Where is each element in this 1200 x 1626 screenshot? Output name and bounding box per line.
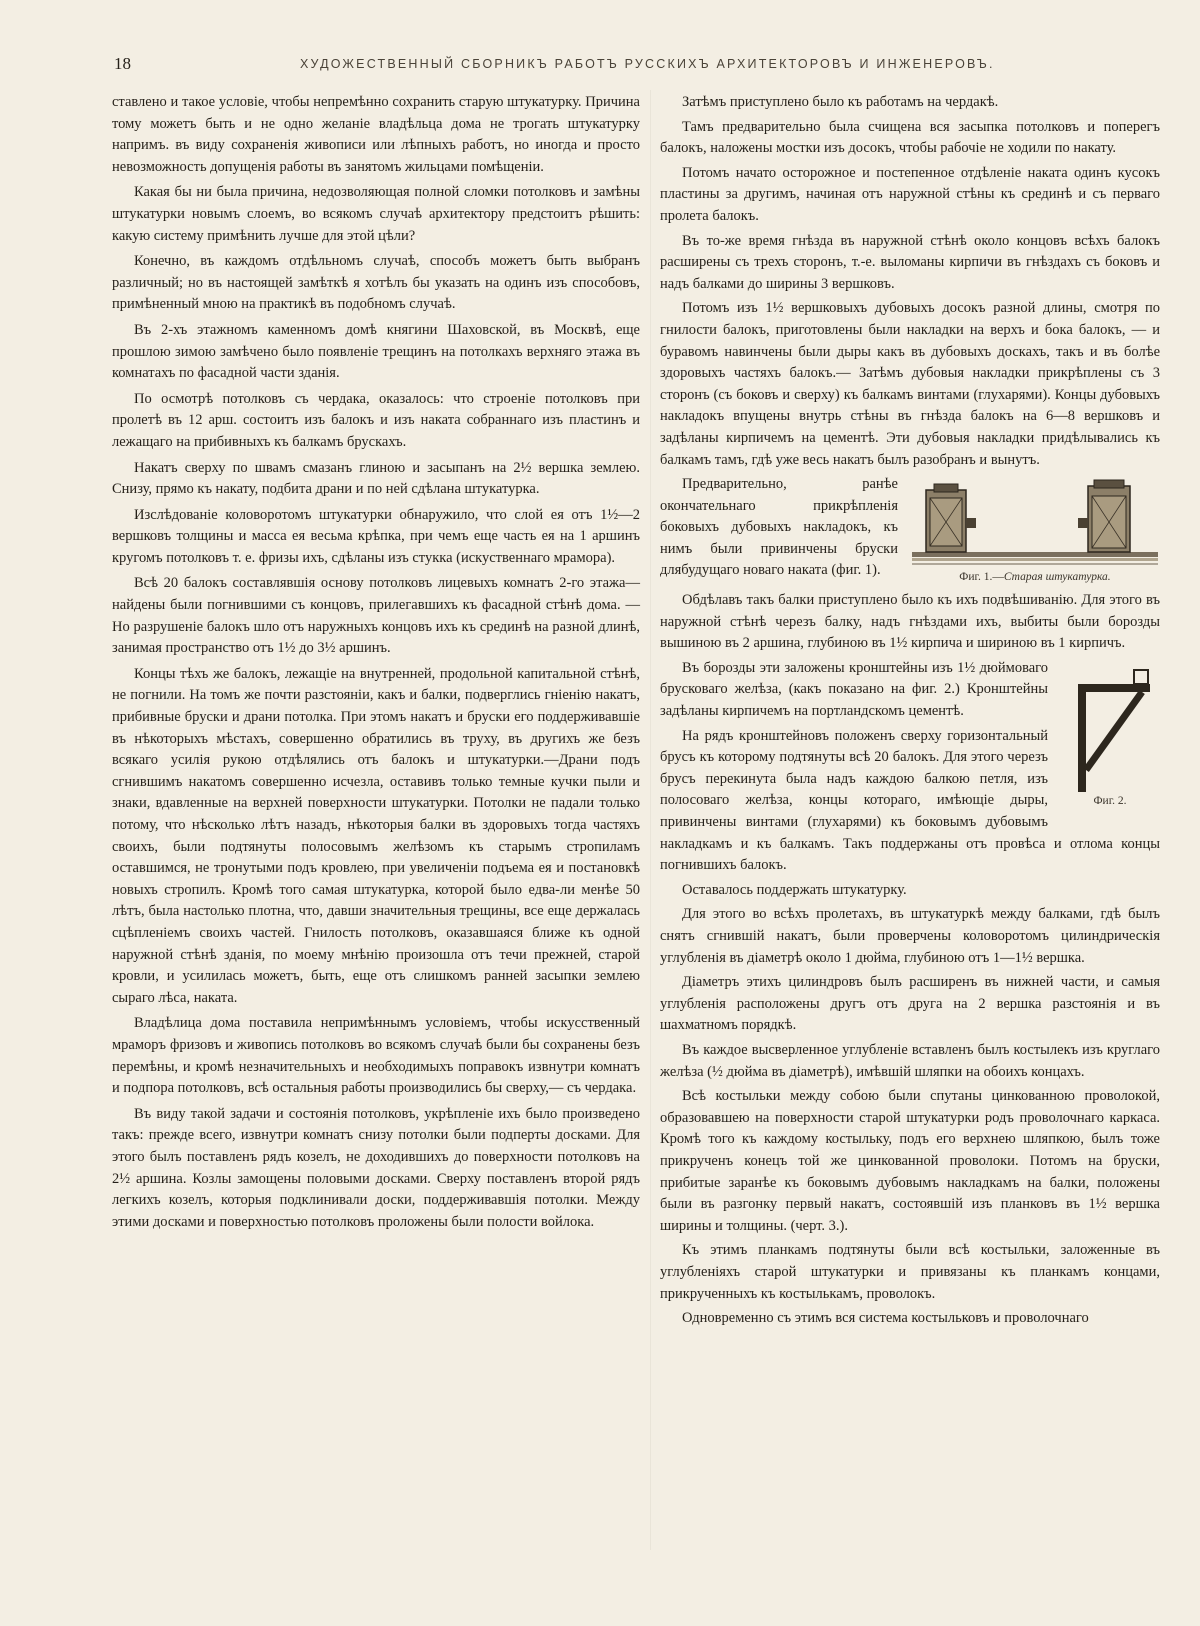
paragraph: Діаметръ этихъ цилиндровъ былъ расширенъ въ нижней части, и самыя углубленія расположены другъ отъ друга на 2 вершка разстоянія и въ шахматномъ порядкѣ. bbox=[660, 974, 1160, 1034]
left-column bbox=[112, 92, 640, 1237]
beam-section-left bbox=[926, 484, 976, 552]
figure-2-illustration bbox=[1060, 664, 1160, 794]
paragraph: Къ этимъ планкамъ подтянуты были всѣ костыльки, заложенные въ углубленіяхъ старой штукатурки и привязаны къ планкамъ концами, прикрученныхъ къ костылькамъ, проволокъ. bbox=[660, 1242, 1160, 1302]
paragraph: Затѣмъ приступлено было къ работамъ на чердакѣ. bbox=[682, 94, 999, 110]
paragraph: Одновременно съ этимъ вся система костыльковъ и проволочнаго bbox=[682, 1310, 1089, 1327]
paragraph: Тамъ предварительно была счищена вся засыпка потолковъ и поперегъ балокъ, наложены мостки изъ досокъ, чтобы рабочіе не ходили по накату. bbox=[660, 118, 1160, 157]
running-title: ХУДОЖЕСТВЕННЫЙ СБОРНИКЪ РАБОТЪ РУССКИХЪ АРХИТЕКТОРОВЪ И ИНЖЕНЕРОВЪ. bbox=[300, 57, 995, 71]
paragraph: ставлено и такое условіе, чтобы непремѣнно сохранить старую штукатурку. Причина тому можетъ быть и не одно желаніе владѣльца дома не трогать штукатурку напримъ. въ виду сохраненія живописи или лѣпныхъ работъ, но иногда и просто невозможность допущенія работы въ занятомъ жильцами помѣщеніи. bbox=[112, 94, 640, 175]
paragraph: Въ виду такой задачи и состоянія потолковъ, укрѣпленіе ихъ было произведено такъ: прежде всего, извнутри комнатъ снизу потолки были подперты досками. Для этого былъ поставленъ рядъ козелъ, не доходившихъ до поверхности потолковъ на 2½ аршина. Козлы замощены половыми досками. Сверху поставленъ второй рядъ легкихъ козелъ, которыя подклинивали доски, поддерживавшія потолки. Между этими досками и поверхностью потолковъ проложены были полости войлока. bbox=[112, 1105, 640, 1230]
figure-1-illustration bbox=[910, 478, 1160, 570]
paragraph: Изслѣдованіе коловоротомъ штукатурки обнаружило, что слой ея отъ 1½—2 вершковъ толщины и масса ея весьма крѣпка, при чемъ еще часть ея на 1 аршинъ кругомъ потолковъ т. е. фризы ихъ, сдѣланы изъ стукка (искуственнаго мрамора). bbox=[112, 506, 640, 566]
figure-1-caption-title: Старая штукатурка. bbox=[1003, 571, 1111, 584]
column-divider bbox=[650, 90, 651, 1550]
figure-2-caption: Фиг. 2. bbox=[1093, 794, 1127, 807]
paragraph: Въ борозды эти заложены кронштейны изъ 1½ дюймоваго брусковаго желѣза, (какъ показано на фиг. 2.) Кронштейны задѣланы кирпичемъ на портландскомъ цементѣ. bbox=[660, 659, 1048, 720]
paragraph: Концы тѣхъ же балокъ, лежащіе на внутренней, продольной капитальной стѣнѣ, не погнили. На томъ же почти разстояніи, какъ и балки, подверглись гніенію накатъ, прибивные бруски и драни потолка. При этомъ накатъ и бруски его поддерживавшіе въ нѣкоторыхъ мѣстахъ, совершенно обратились въ труху, въ другихъ же безъ всякаго усилія рукою отдѣлялись отъ балокъ и штукатурки.—Драни подъ сгнившимъ накатомъ совершенно исчезла, оставивъ только темные кучки пыли и знаки, вдавленные на верхней поверхности штукатурки. Потолки не падали только потому, что нѣсколько лѣтъ назадъ, нѣкоторыя балки въ здоровыхъ тогда частяхъ своихъ, были подтянуты полосовымъ желѣзомъ къ старымъ стропиламъ оставшимся, не тронутыми подъ кровлею, при увеличеніи подъема ея и постановкѣ новыхъ стропилъ. Кромѣ того самая штукатурка, которой было едва-ли менѣе 50 лѣтъ, была настолько плотна, что, давши значительныя трещины, все еще держалась сцѣпленіемъ своихъ частей. Гнилость потолковъ, оказавшаяся ближе къ одной наружной стѣнѣ зданія, по моему мнѣнію произошла отъ течи прежней, старой кровли, и усилилась можетъ, быть, еще отъ слишкомъ ранней засыпки землею сыраго лѣса, наката. bbox=[112, 665, 640, 1006]
figure-1 bbox=[910, 478, 1160, 584]
figure-1-caption bbox=[910, 570, 1160, 584]
figure-2 bbox=[1060, 664, 1160, 808]
paragraph: Обдѣлавъ такъ балки приступлено было къ ихъ подвѣшиванію. Для этого въ наружной стѣнѣ черезъ балку, надъ гнѣздами ихъ, выбиты были борозды вышиною въ 2 аршина, глубиною въ 1½ кирпича и шириною въ 1 кирпичъ. bbox=[660, 592, 1160, 652]
paragraph: Для этого во всѣхъ пролетахъ, въ штукатуркѣ между балками, гдѣ былъ снятъ сгнившій накатъ, были проверчены коловоротомъ цилиндрическія углубленія въ діаметрѣ около 1 дюйма, глубиною отъ 1—1½ вершка. bbox=[660, 906, 1160, 966]
paragraph: Всѣ 20 балокъ составлявшія основу потолковъ лицевыхъ комнатъ 2-го этажа—найдены были погнившими съ концовъ, прилегавшихъ къ фасадной стѣнѣ дома. — Но разрушеніе балокъ шло отъ наружныхъ концовъ ихъ къ срединѣ на разной длинѣ, занимая пространство отъ 1½ до 3½ аршинъ. bbox=[112, 575, 640, 657]
paragraph: Потомъ начато осторожное и постепенное отдѣленіе наката одинъ кусокъ пластины за другимъ, начиная отъ наружной стѣны къ срединѣ и съ перваго пролета балокъ. bbox=[660, 164, 1160, 224]
paragraph: Потомъ изъ 1½ вершковыхъ дубовыхъ досокъ разной длины, смотря по гнилости балокъ, приготовлены были накладки на верхъ и бока балокъ, — и буравомъ навинчены были дыры какъ въ дубовыхъ доскахъ, такъ и въ болѣе здоровыхъ частяхъ балокъ.— Затѣмъ дубовыя накладки прикрѣплены съ 3 сторонъ (съ боковъ и сверху) къ балкамъ винтами (глухарями). Концы дубовыхъ накладокъ впущены внутрь стѣны въ гнѣзда балокъ на 6—8 вершковъ и задѣланы кирпичемъ на цементѣ. Эти дубовыя накладки придѣлывались къ балкамъ тамъ, гдѣ уже весь накатъ былъ разобранъ и вынутъ. bbox=[660, 300, 1160, 468]
paragraph: Всѣ костыльки между собою были спутаны цинкованною проволокой, образовавшею на поверхности старой штукатурки родъ проволочнаго каркаса. Кромѣ того къ каждому костыльку, подъ его верхнею шляпкою, былъ тоже прикрученъ конецъ той же цинкованной проволоки. Потомъ на бруски, прибитые заранѣе къ боковымъ дубовымъ накладкамъ на балки, положены были въ разгонку первый накатъ, состоявшій изъ планковъ въ 1½ вершка ширины и толщины. (черт. 3.). bbox=[660, 1088, 1160, 1234]
figure-1-caption-prefix: Фиг. 1.— bbox=[959, 571, 1004, 584]
paragraph: На рядъ кронштейновъ положенъ сверху горизонтальный брусъ къ которому подтянуты всѣ 20 балокъ. Для этого черезъ брусъ перекинута была надъ каждою балкою петля, изъ полосоваго желѣза, концы котораго, имѣющіе дыры, привинчены винтами (глухарями) къ боковымъ дубовымъ накладкамъ и къ балкамъ. Такъ поддержаны отъ провѣса и отлома концы погнившихъ балокъ. bbox=[660, 727, 1160, 874]
paragraph: Оставалось поддержать штукатурку. bbox=[682, 881, 907, 898]
paragraph: Какая бы ни была причина, недозволяющая полной сломки потолковъ и замѣны штукатурки новымъ слоемъ, во всякомъ случаѣ архитектору предстоитъ рѣшить: какую систему примѣнить лучше для этой цѣли? bbox=[112, 184, 640, 244]
paragraph: Въ 2-хъ этажномъ каменномъ домѣ княгини Шаховской, въ Москвѣ, еще прошлою зимою замѣчено было появленіе трещинъ на потолкахъ верхняго этажа въ комнатахъ по фасадной части зданія. bbox=[112, 321, 640, 382]
paragraph: Владѣлица дома поставила непримѣннымъ условіемъ, чтобы искусственный мраморъ фризовъ и живопись потолковъ во всякомъ случаѣ были бы сохранены безъ перемѣны, и кромѣ незначительныхъ и необходимыхъ поправокъ извнутри комнатъ и подпора потолковъ, всѣ остальныя работы производились бы сверху,— съ чердака. bbox=[112, 1015, 640, 1097]
page-number: 18 bbox=[114, 54, 131, 73]
paragraph: Конечно, въ каждомъ отдѣльномъ случаѣ, способъ можетъ быть выбранъ различный; но въ настоящей замѣткѣ я хотѣлъ бы указать на одинъ изъ способовъ, примѣненный мною на практикѣ въ подобномъ случаѣ. bbox=[112, 253, 640, 313]
paragraph: Накатъ сверху по швамъ смазанъ глиною и засыпанъ на 2½ вершка землею. Снизу, прямо къ накату, подбита драни и по ней сдѣлана штукатурка. bbox=[112, 459, 640, 498]
paragraph: Въ то-же время гнѣзда въ наружной стѣнѣ около концовъ всѣхъ балокъ расширены съ трехъ сторонъ, т.-е. выломаны кирпичи въ гнѣздахъ съ боковъ и надъ балками до ширины 3 вершковъ. bbox=[660, 232, 1160, 292]
paragraph: По осмотрѣ потолковъ съ чердака, оказалось: что строеніе потолковъ при пролетѣ въ 12 арш. состоитъ изъ балокъ и изъ наката собраннаго изъ пластинъ и лежащаго на прибивныхъ къ балкамъ брускахъ. bbox=[112, 390, 640, 450]
paragraph: Въ каждое высверленное углубленіе вставленъ былъ костылекъ изъ круглаго желѣза (½ дюйма въ діаметрѣ), имѣвшій шляпки на обоихъ концахъ. bbox=[660, 1041, 1160, 1080]
paragraph: Предварительно, ранѣе окончательнаго прикрѣпленія боковыхъ дубовыхъ накладокъ, къ нимъ были привинчены бруски длябудущаго новаго наката (фиг. 1). bbox=[660, 476, 898, 579]
page-header bbox=[0, 54, 1200, 78]
beam-section-right bbox=[1078, 480, 1130, 552]
right-column bbox=[660, 92, 1160, 1333]
